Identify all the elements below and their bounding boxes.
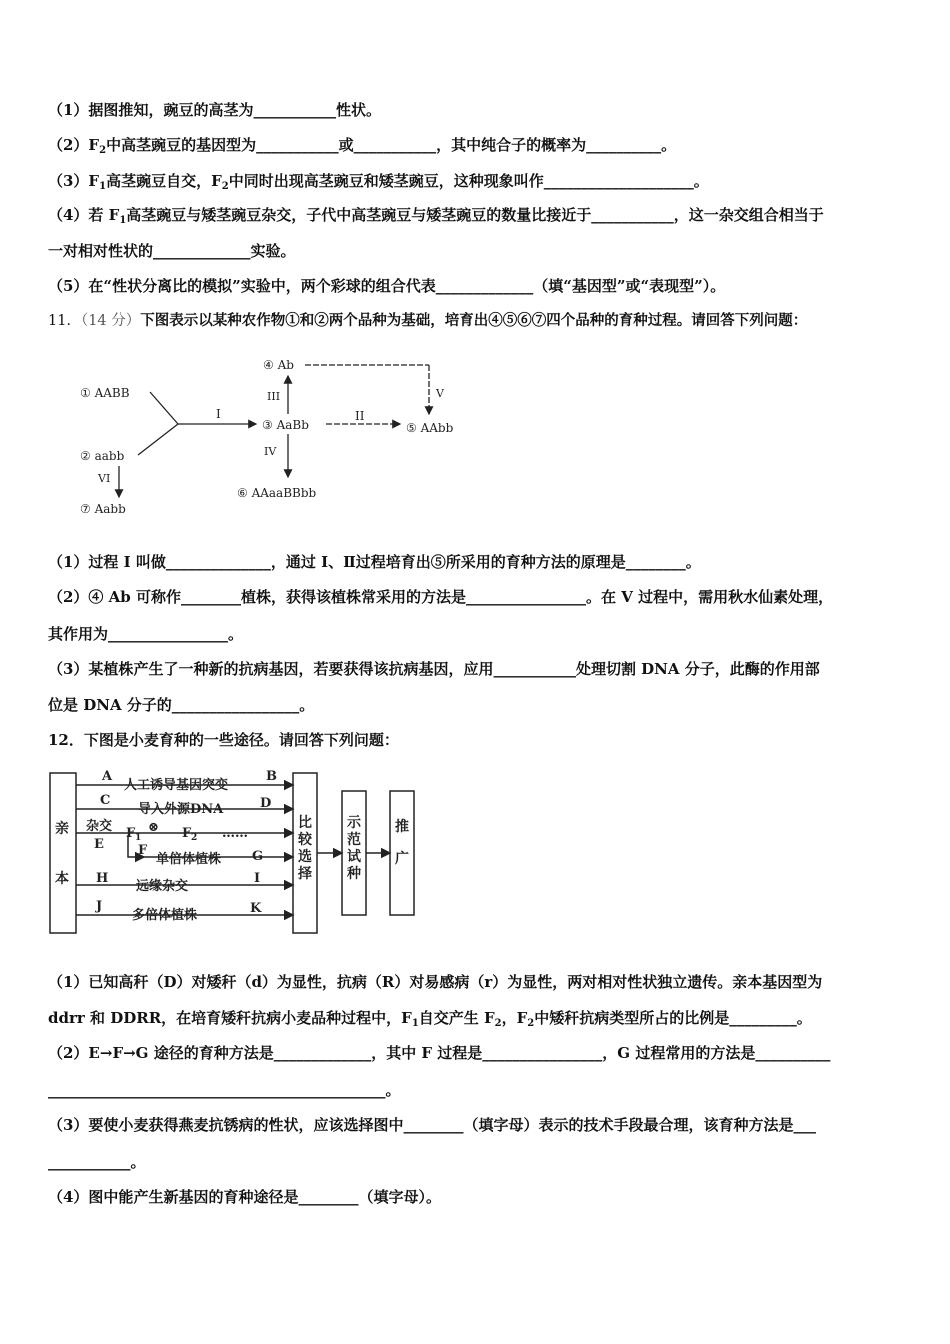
label-F1: F <box>126 826 136 841</box>
node-6: ⑥ AAaaBBbb <box>237 486 317 500</box>
q11-part2-cont: 其作用为________________。 <box>48 625 244 643</box>
demo-char-2: 范 <box>347 832 361 848</box>
q12-part2-cont: _____________________________________________。 <box>48 1081 401 1099</box>
label-K: K <box>250 901 262 916</box>
q10-part5: （5）在“性状分离比的模拟”实验中，两个彩球的组合代表_____________（填“基因型”或“表现型”）。 <box>48 277 726 295</box>
line-2-to-join <box>138 424 178 455</box>
parent-box <box>50 773 76 933</box>
q10-part1: （1）据图推知，豌豆的高茎为___________性状。 <box>48 101 381 119</box>
label-F2-sub: 2 <box>191 833 198 843</box>
compare-char-4: 择 <box>298 866 312 882</box>
label-I: I <box>254 871 261 886</box>
label-V: V <box>436 387 444 400</box>
demo-char-4: 种 <box>347 866 361 882</box>
promote-char-1: 推 <box>395 819 409 835</box>
label-cross: 杂交 <box>86 819 113 834</box>
label-D: D <box>260 796 272 811</box>
q10-part4-cont: 一对相对性状的_____________实验。 <box>48 242 296 260</box>
label-r1: 人工诱导基因突变 <box>124 778 229 793</box>
q12-part4: （4）图中能产生新基因的育种途径是________（填字母）。 <box>48 1188 441 1206</box>
q12-heading: 12．下图是小麦育种的一些途径。请回答下列问题： <box>48 731 399 749</box>
label-F: F <box>138 843 148 858</box>
label-II: II <box>355 409 365 423</box>
node-1: ① AABB <box>80 386 130 400</box>
label-r2: 导入外源DNA <box>138 802 224 817</box>
compare-char-1: 比 <box>298 815 312 831</box>
q11-part1: （1）过程 I 叫做______________，通过 I、Ⅱ过程培育出⑤所采用的育种方法的原理是________。 <box>48 553 701 571</box>
label-self: ⊗ <box>148 820 159 835</box>
q12-part3-cont: ___________。 <box>48 1153 146 1171</box>
q12-part3: （3）要使小麦获得燕麦抗锈病的性状，应该选择图中________（填字母）表示的技术手段最合理，该育种方法是___ <box>48 1116 816 1134</box>
q11-breeding-diagram <box>70 350 490 525</box>
label-dots: …… <box>222 826 248 841</box>
node-4: ④ Ab <box>263 358 294 372</box>
q12-part2: （2）E→F→G 途径的育种方法是_____________，其中 F 过程是________________，G 过程常用的方法是__________ <box>48 1044 831 1062</box>
compare-char-2: 较 <box>298 832 312 848</box>
label-I: I <box>216 407 221 421</box>
label-VI: VI <box>98 472 111 485</box>
q11-heading: 11．（14 分）下图表示以某种农作物①和②两个品种为基础，培育出④⑤⑥⑦四个品种的育种过程。请回答下列问题： <box>48 312 808 329</box>
promote-char-2: 广 <box>395 851 409 867</box>
q12-part1: （1）已知高秆（D）对矮秆（d）为显性，抗病（R）对易感病（r）为显性，两对相对性状独立遗传。亲本基因型为 <box>48 973 823 991</box>
node-7: ⑦ Aabb <box>80 502 126 516</box>
parent-char-1: 亲 <box>55 821 69 837</box>
q11-part3-cont: 位是 DNA 分子的_________________。 <box>48 696 315 714</box>
label-C: C <box>100 793 111 808</box>
q11-part3: （3）某植株产生了一种新的抗病基因，若要获得该抗病基因，应用___________处理切割 DNA 分子，此酶的作用部 <box>48 660 820 678</box>
q12-part1-cont: ddrr 和 DDRR，在培育矮秆抗病小麦品种过程中，$F_1$自交产生 $F_2$，$F_2$中矮秆抗病类型所占的比例是_________。 <box>48 1009 812 1029</box>
node-3: ③ AaBb <box>262 418 309 432</box>
demo-char-3: 试 <box>347 849 361 865</box>
label-G: G <box>252 849 264 864</box>
label-III: III <box>267 390 281 403</box>
q12-wheat-breeding-diagram <box>48 765 428 940</box>
line-1-to-join <box>150 392 178 424</box>
label-A: A <box>102 769 113 784</box>
label-IV: IV <box>264 445 277 458</box>
q10-part2: $(2)F_2$中高茎豌豆的基因型为___________或___________，其中纯合子的概率为__________。 <box>48 136 677 156</box>
label-B: B <box>266 769 277 784</box>
label-E: E <box>94 837 104 852</box>
parent-char-2: 本 <box>55 871 69 887</box>
label-J: J <box>96 899 103 914</box>
label-F2: F <box>182 826 192 841</box>
label-r5: 远缘杂交 <box>136 879 189 894</box>
q10-part3: $(3)F_1$高茎豌豆自交，$F_2$中同时出现高茎豌豆和矮茎豌豆，这种现象叫作____________________。 <box>48 172 709 192</box>
node-5: ⑤ AAbb <box>406 421 454 435</box>
q11-part2: （2）④ Ab 可称作________植株，获得该植株常采用的方法是________________。在 V 过程中，需用秋水仙素处理， <box>48 588 834 606</box>
label-r4: 单倍体植株 <box>156 852 222 867</box>
demo-char-1: 示 <box>347 815 361 831</box>
label-r6: 多倍体植株 <box>132 908 198 923</box>
node-2: ② aabb <box>80 449 125 463</box>
label-F1-sub: 1 <box>135 833 142 843</box>
q10-part4: （4）若 $F_1$高茎豌豆与矮茎豌豆杂交，子代中高茎豌豆与矮茎豌豆的数量比接近于___________，这一杂交组合相当于 <box>48 206 824 226</box>
compare-char-3: 选 <box>298 849 312 865</box>
label-H: H <box>96 871 109 886</box>
